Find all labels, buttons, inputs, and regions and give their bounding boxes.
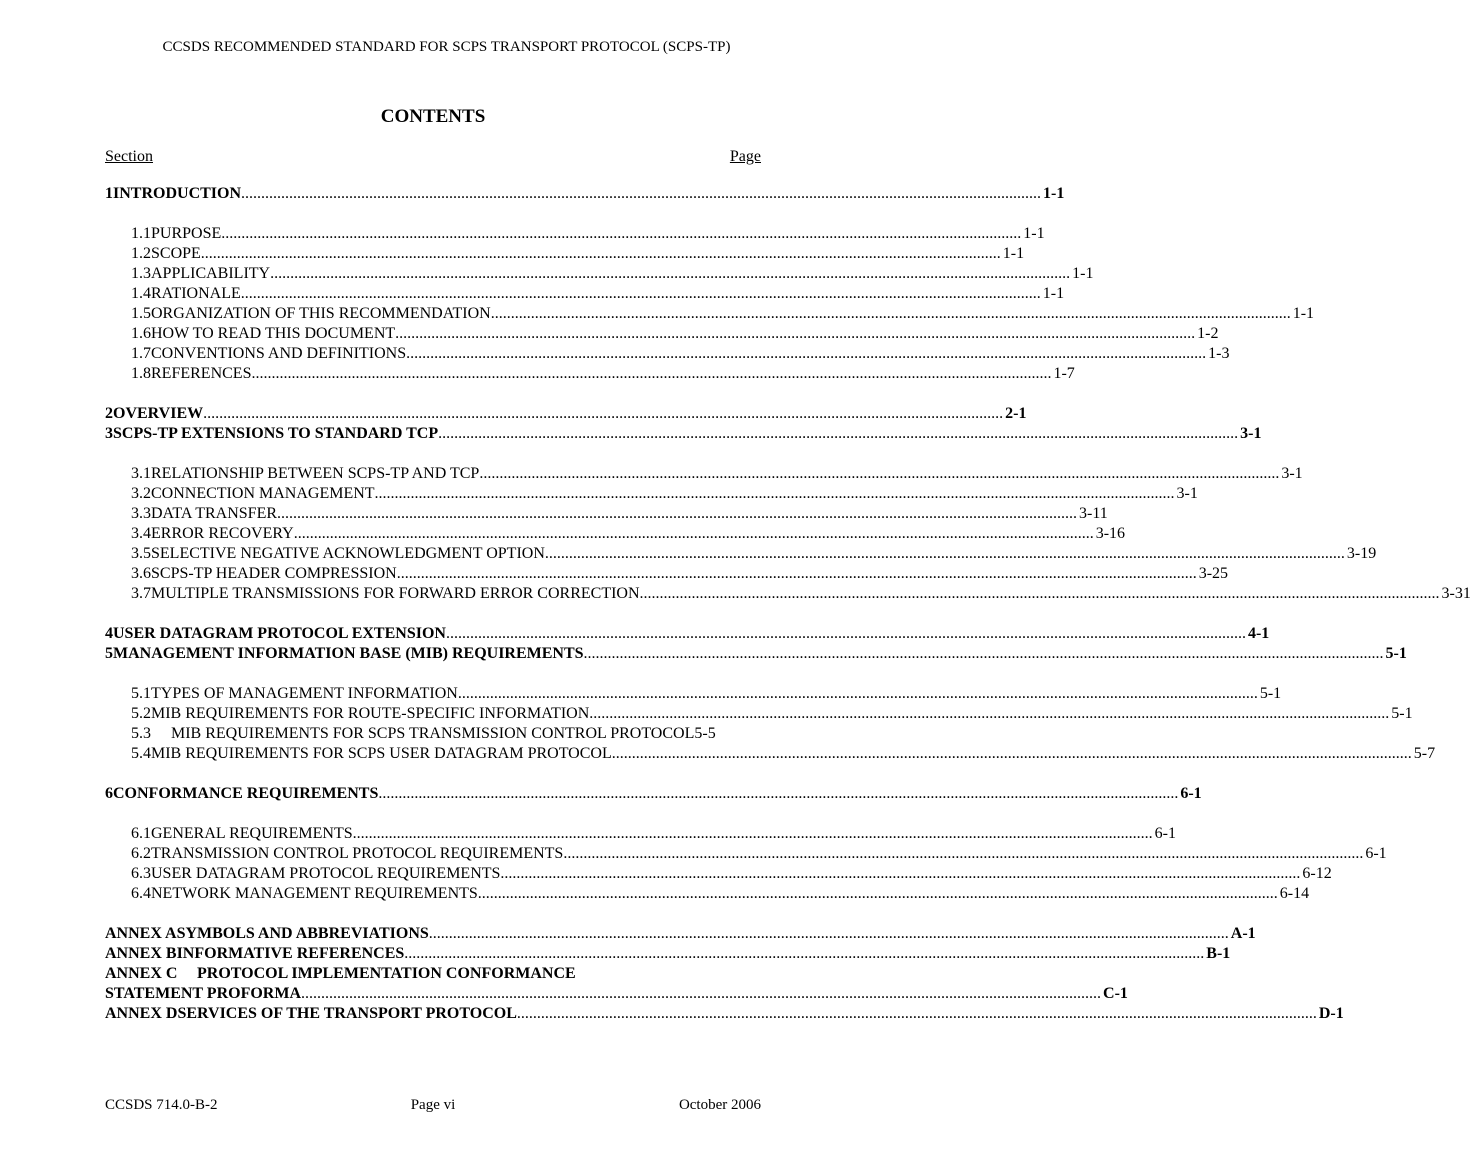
toc-entry-title: APPLICABILITY — [151, 265, 271, 282]
toc-entry[interactable] — [105, 284, 1065, 304]
toc-entry-title: RELATIONSHIP BETWEEN SCPS-TP AND TCP — [151, 465, 480, 482]
toc-entry-page: C-1 — [1103, 985, 1128, 1002]
toc-entry-title: CONFORMANCE REQUIREMENTS — [113, 785, 379, 802]
toc-entry[interactable] — [105, 504, 1108, 524]
dot-leader — [545, 544, 1345, 564]
dot-leader — [201, 244, 1001, 264]
dot-leader — [353, 824, 1153, 844]
toc-entry-number: 5.3 — [131, 725, 151, 742]
toc-entry-page: 3-19 — [1346, 545, 1377, 562]
toc-entry-title: TYPES OF MANAGEMENT INFORMATION — [151, 685, 458, 702]
toc-entry-number: 6.2 — [131, 845, 151, 862]
toc-entry-number: 6.3 — [131, 865, 151, 882]
dot-leader — [479, 464, 1279, 484]
toc-entry[interactable] — [105, 984, 1128, 1004]
dot-leader — [500, 864, 1300, 884]
dot-leader — [438, 424, 1238, 444]
dot-leader — [375, 484, 1175, 504]
toc-entry[interactable] — [105, 324, 1219, 344]
dot-leader — [378, 784, 1178, 804]
toc-entry-title: CONVENTIONS AND DEFINITIONS — [151, 345, 407, 362]
toc-entry-title: NETWORK MANAGEMENT REQUIREMENTS — [151, 885, 478, 902]
dot-leader — [203, 404, 1003, 424]
dot-leader — [478, 884, 1278, 904]
toc-entry[interactable] — [105, 684, 1282, 704]
toc-entry-title: MULTIPLE TRANSMISSIONS FOR FORWARD ERROR CORRECTION — [151, 585, 640, 602]
toc-entry-title: SCPS-TP EXTENSIONS TO STANDARD TCP — [113, 425, 439, 442]
toc-entry[interactable] — [105, 944, 1231, 964]
dot-leader — [584, 644, 1384, 664]
toc-entry-page: 1-7 — [1053, 365, 1075, 382]
section-column-heading: Section — [105, 148, 153, 165]
toc-entry-title: MANAGEMENT INFORMATION BASE (MIB) REQUIREMENTS — [113, 645, 584, 662]
toc-entry-number: 1.3 — [131, 265, 151, 282]
toc-entry[interactable] — [105, 884, 1310, 904]
toc-entry[interactable] — [105, 704, 1413, 724]
toc-entry-number: 3 — [105, 425, 113, 442]
dot-leader — [429, 924, 1229, 944]
toc-entry-title: OVERVIEW — [113, 405, 204, 422]
toc-entry-title: SCOPE — [151, 245, 201, 262]
page-title: CONTENTS — [380, 106, 486, 127]
toc-entry-number: 1.8 — [131, 365, 151, 382]
dot-leader — [458, 684, 1258, 704]
toc-entry-number: 1.1 — [131, 225, 151, 242]
toc-entry[interactable] — [105, 224, 1045, 244]
toc-entry-number: 1.6 — [131, 325, 151, 342]
toc-entry-title: DATA TRANSFER — [151, 505, 278, 522]
toc-entry-title: SERVICES OF THE TRANSPORT PROTOCOL — [177, 1005, 517, 1022]
dot-leader — [589, 704, 1389, 724]
toc-entry-page: D-1 — [1318, 1005, 1344, 1022]
dot-leader — [251, 364, 1051, 384]
toc-entry[interactable] — [105, 304, 1315, 324]
toc-entry-page: 5-1 — [1391, 705, 1413, 722]
toc-entry-page: 1-3 — [1208, 345, 1230, 362]
dot-leader — [395, 324, 1195, 344]
toc-entry-page: 6-1 — [1180, 785, 1202, 802]
toc-entry[interactable] — [105, 184, 1065, 204]
dot-leader — [612, 744, 1412, 764]
toc-entry-number: ANNEX D — [105, 1005, 178, 1022]
toc-entry-page: A-1 — [1230, 925, 1256, 942]
toc-entry-title: HOW TO READ THIS DOCUMENT — [151, 325, 396, 342]
toc-entry[interactable] — [105, 864, 1332, 884]
toc-entry-page: 3-1 — [1281, 465, 1303, 482]
toc-entry[interactable] — [105, 344, 1230, 364]
toc-entry-number: 2 — [105, 405, 113, 422]
toc-entry-title: STATEMENT PROFORMA — [105, 985, 302, 1002]
page-column-heading: Page — [729, 148, 761, 165]
table-of-contents — [105, 184, 1471, 1024]
toc-entry-number: 3.2 — [131, 485, 151, 502]
dot-leader — [270, 264, 1070, 284]
toc-entry-page: 3-31 — [1441, 585, 1471, 602]
toc-entry-number: 3.6 — [131, 565, 151, 582]
toc-entry[interactable] — [105, 624, 1270, 644]
toc-entry-number: 1 — [105, 185, 113, 202]
toc-entry-number: ANNEX B — [105, 945, 177, 962]
toc-entry[interactable] — [105, 524, 1126, 544]
toc-entry-title: MIB REQUIREMENTS FOR SCPS TRANSMISSION CONTROL PROTOCOL — [171, 725, 695, 742]
dot-leader — [640, 584, 1440, 604]
toc-entry[interactable] — [105, 924, 1256, 944]
toc-entry-page: 4-1 — [1247, 625, 1270, 642]
toc-entry-title: USER DATAGRAM PROTOCOL REQUIREMENTS — [151, 865, 501, 882]
toc-entry[interactable] — [105, 244, 1025, 264]
toc-entry-page: 1-1 — [1072, 265, 1094, 282]
toc-entry-page: 6-14 — [1279, 885, 1310, 902]
toc-entry[interactable] — [105, 744, 1436, 764]
toc-entry-number: 6.4 — [131, 885, 151, 902]
toc-entry-page: 3-25 — [1198, 565, 1229, 582]
toc-entry-page: 5-1 — [1385, 645, 1407, 662]
toc-entry-number: 1.7 — [131, 345, 151, 362]
toc-entry-title: REFERENCES — [151, 365, 252, 382]
toc-entry-page: 5-7 — [1413, 745, 1436, 762]
footer-page-number: Page vi — [410, 1097, 456, 1113]
toc-entry-title: MIB REQUIREMENTS FOR ROUTE-SPECIFIC INFORMATION — [151, 705, 590, 722]
toc-entry-number: 1.5 — [131, 305, 151, 322]
toc-entry[interactable] — [105, 824, 1176, 844]
toc-entry[interactable] — [105, 404, 1027, 424]
toc-entry[interactable] — [105, 544, 1377, 564]
dot-leader — [404, 944, 1204, 964]
toc-entry-number: 3.3 — [131, 505, 151, 522]
dot-leader — [406, 344, 1206, 364]
toc-entry-title: ORGANIZATION OF THIS RECOMMENDATION — [151, 305, 491, 322]
toc-entry[interactable] — [105, 484, 1198, 504]
toc-entry-number: 3.4 — [131, 525, 151, 542]
dot-leader — [277, 504, 1077, 524]
footer-date: October 2006 — [678, 1097, 761, 1113]
toc-entry-title: RATIONALE — [151, 285, 241, 302]
toc-entry-number: 6.1 — [131, 825, 151, 842]
toc-entry-number: 5 — [105, 645, 113, 662]
toc-entry-number: 1.2 — [131, 245, 151, 262]
toc-entry-title: CONNECTION MANAGEMENT — [151, 485, 375, 502]
dot-leader — [301, 984, 1101, 1004]
toc-entry-number: 5.4 — [131, 745, 151, 762]
toc-entry-title: PURPOSE — [151, 225, 222, 242]
toc-entry-number: 1.4 — [131, 285, 151, 302]
toc-entry-title: TRANSMISSION CONTROL PROTOCOL REQUIREMENTS — [151, 845, 564, 862]
dot-leader — [241, 284, 1041, 304]
toc-entry-page: 3-11 — [1079, 505, 1108, 522]
toc-entry[interactable] — [105, 644, 1407, 664]
toc-entry-number: 5.1 — [131, 685, 151, 702]
toc-entry-number: 5.2 — [131, 705, 151, 722]
toc-entry-title: INFORMATIVE REFERENCES — [176, 945, 405, 962]
toc-entry-title: SCPS-TP HEADER COMPRESSION — [151, 565, 397, 582]
toc-entry[interactable] — [105, 584, 1471, 604]
toc-entry-page: 3-1 — [1176, 485, 1198, 502]
dot-leader — [491, 304, 1291, 324]
toc-entry-title: MIB REQUIREMENTS FOR SCPS USER DATAGRAM PROTOCOL — [151, 745, 612, 762]
toc-entry-page: 6-1 — [1365, 845, 1387, 862]
dot-leader — [397, 564, 1197, 584]
toc-entry[interactable] — [105, 424, 1262, 444]
toc-entry-page: 6-1 — [1154, 825, 1176, 842]
toc-entry-number: 3.1 — [131, 465, 151, 482]
dot-leader — [563, 844, 1363, 864]
toc-entry[interactable] — [105, 564, 1229, 584]
toc-entry-title: SELECTIVE NEGATIVE ACKNOWLEDGMENT OPTION — [151, 545, 545, 562]
toc-entry[interactable] — [105, 964, 761, 984]
toc-entry-title: PROTOCOL IMPLEMENTATION CONFORMANCE — [197, 965, 576, 982]
toc-entry-page: B-1 — [1206, 945, 1231, 962]
dot-leader — [221, 224, 1021, 244]
toc-entry-number: 3.5 — [131, 545, 151, 562]
toc-entry-title: USER DATAGRAM PROTOCOL EXTENSION — [113, 625, 446, 642]
toc-entry-page: 1-1 — [1292, 305, 1315, 322]
toc-entry-title: INTRODUCTION — [113, 185, 242, 202]
running-header: CCSDS RECOMMENDED STANDARD FOR SCPS TRANSPORT PROTOCOL (SCPS-TP) — [162, 39, 731, 55]
toc-entry[interactable] — [105, 464, 1303, 484]
toc-entry-page: 2-1 — [1005, 405, 1027, 422]
toc-entry-number: ANNEX C — [105, 965, 178, 982]
toc-entry-number: 3.7 — [131, 585, 151, 602]
toc-entry-page: 6-12 — [1302, 865, 1332, 882]
toc-entry[interactable] — [105, 364, 1075, 384]
dot-leader — [294, 524, 1094, 544]
toc-entry[interactable] — [105, 264, 1094, 284]
toc-entry[interactable] — [105, 1004, 1344, 1024]
toc-entry[interactable] — [105, 724, 761, 744]
toc-entry-page: 1-1 — [1023, 225, 1045, 242]
toc-entry-title: SYMBOLS AND ABBREVIATIONS — [176, 925, 429, 942]
toc-entry-page: 3-1 — [1240, 425, 1262, 442]
footer-document-id: CCSDS 714.0-B-2 — [105, 1097, 218, 1113]
toc-entry-page: 1-1 — [1042, 285, 1065, 302]
toc-entry-number: 4 — [105, 625, 113, 642]
dot-leader — [241, 184, 1041, 204]
toc-entry-page: 5-5 — [694, 725, 716, 742]
dot-leader — [517, 1004, 1317, 1024]
toc-entry-page: 1-2 — [1197, 325, 1219, 342]
dot-leader — [446, 624, 1246, 644]
toc-entry-title: ERROR RECOVERY — [151, 525, 294, 542]
toc-entry-page: 1-1 — [1043, 185, 1065, 202]
toc-entry-page: 1-1 — [1002, 245, 1025, 262]
toc-entry[interactable] — [105, 784, 1202, 804]
toc-entry-number: 6 — [105, 785, 113, 802]
toc-entry-page: 3-16 — [1095, 525, 1126, 542]
toc-entry-page: 5-1 — [1259, 685, 1282, 702]
toc-entry[interactable] — [105, 844, 1387, 864]
toc-entry-title: GENERAL REQUIREMENTS — [151, 825, 353, 842]
toc-entry-number: ANNEX A — [105, 925, 177, 942]
